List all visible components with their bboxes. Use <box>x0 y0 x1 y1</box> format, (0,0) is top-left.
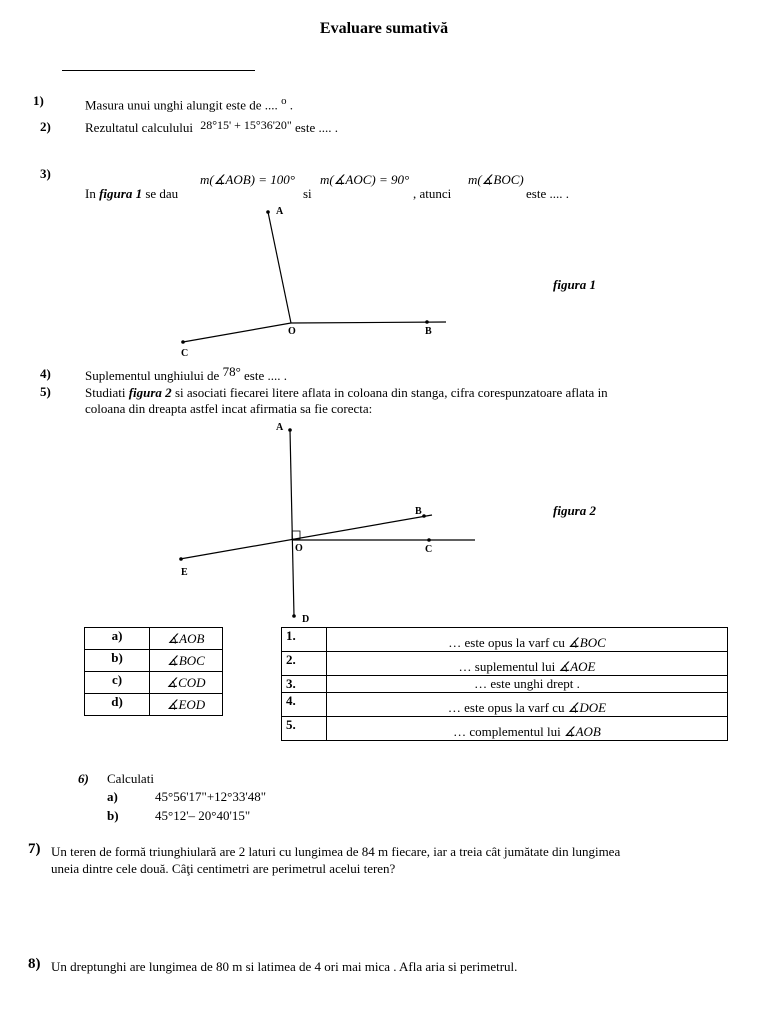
number-cell: 3. <box>282 676 327 693</box>
point-d <box>292 614 296 618</box>
q4-body: Suplementul unghiului de <box>85 368 220 383</box>
q7-line-2: uneia dintre cele două. Câţi centimetri are perimetrul acelui teren? <box>51 861 396 876</box>
figure-2-label: figura 2 <box>553 503 596 518</box>
label-d: D <box>302 614 310 625</box>
statement-angle: ∡DOE <box>567 700 607 715</box>
q3-mid: se dau <box>145 186 179 201</box>
number-cell: 1. <box>282 628 327 652</box>
table-row <box>85 628 223 650</box>
q1-text <box>85 95 293 113</box>
q5-line-2: coloana din dreapta astfel incat afirmatia sa fie corecta: <box>85 401 373 416</box>
point-e <box>179 557 183 561</box>
q5-number: 5) <box>40 384 51 399</box>
q2-body: Rezultatul calculului <box>85 120 193 135</box>
letter-cell: b) <box>85 650 150 672</box>
q5-pre: Studiati <box>85 385 126 400</box>
figure-1-label: figura 1 <box>553 277 596 292</box>
number-cell: 2. <box>282 652 327 676</box>
table-row <box>282 676 728 693</box>
q3-end: este .... . <box>526 186 569 201</box>
angle-cell: ∡AOB <box>150 628 223 650</box>
letters-table <box>84 627 223 716</box>
q5-line-1 <box>85 385 608 401</box>
statement-text: … este opus la varf cu <box>447 700 565 715</box>
point-b <box>425 320 429 324</box>
label-o: O <box>288 326 296 337</box>
label-a: A <box>276 206 284 217</box>
q2-expression: 28°15' + 15°36'20" <box>200 118 292 132</box>
number-cell: 5. <box>282 717 327 741</box>
statement-angle: ∡AOE <box>558 659 596 674</box>
line-ad <box>290 430 294 616</box>
label-o: O <box>295 543 303 554</box>
page-title: Evaluare sumativă <box>319 20 449 37</box>
table-row <box>85 694 223 716</box>
point-b <box>422 514 426 518</box>
q2-end: este .... . <box>295 120 338 135</box>
name-line <box>62 70 255 71</box>
q6a-expression: 45°56'17"+12°33'48" <box>155 789 267 804</box>
figure-2 <box>170 418 480 628</box>
q6a-label: a) <box>107 789 118 804</box>
q7-number: 7) <box>28 841 41 857</box>
statement-text: … suplementul lui <box>458 659 556 674</box>
q7-line-1: Un teren de formă triunghiulară are 2 laturi cu lungimea de 84 m fiecare, iar a treia cât jumătate din lungimea <box>51 844 621 859</box>
statement-cell <box>327 652 728 676</box>
angle-cell: ∡EOD <box>150 694 223 716</box>
statement-angle: ∡AOB <box>563 724 601 739</box>
statement-angle: ∡BOC <box>568 635 606 650</box>
q3-si: si <box>303 186 312 201</box>
ray-ob <box>291 322 446 323</box>
statement-cell <box>327 628 728 652</box>
letter-cell: a) <box>85 628 150 650</box>
number-cell: 4. <box>282 693 327 717</box>
statement-text: … este unghi drept . <box>474 676 580 691</box>
q1-end: . <box>286 97 293 113</box>
q6-text: Calculati <box>107 771 154 786</box>
q4-value: 78° <box>222 364 241 379</box>
label-c: C <box>425 544 433 555</box>
label-c: C <box>181 348 189 359</box>
table-row <box>282 693 728 717</box>
q3-measure-aoc: m(∡AOC) = 90° <box>320 172 410 187</box>
letter-cell: c) <box>85 672 150 694</box>
q6b-label: b) <box>107 808 119 823</box>
q8-text: Un dreptunghi are lungimea de 80 m si latimea de 4 ori mai mica . Afla aria si perimetrul. <box>51 959 518 974</box>
statements-table <box>281 627 728 741</box>
angle-cell: ∡COD <box>150 672 223 694</box>
q1-degree: o <box>281 95 287 107</box>
q3-atunci: , atunci <box>413 186 452 201</box>
q6b-expression: 45°12'– 20°40'15" <box>155 808 251 823</box>
q4-text <box>85 364 287 384</box>
angle-cell: ∡BOC <box>150 650 223 672</box>
point-a <box>266 210 270 214</box>
label-b: B <box>415 506 422 517</box>
q5-figure-ref: figura 2 <box>128 385 172 400</box>
ray-oa <box>268 212 291 323</box>
q4-end: este .... . <box>244 368 287 383</box>
line-eb <box>180 515 432 559</box>
statement-cell <box>327 717 728 741</box>
q6-number: 6) <box>78 771 89 786</box>
statement-text: … este opus la varf cu <box>448 635 565 650</box>
statement-text: … complementul lui <box>453 724 561 739</box>
q3-measure-boc: m(∡BOC) <box>468 172 524 187</box>
statement-cell <box>327 693 728 717</box>
q1-body: Masura unui unghi alungit este de .... <box>85 97 282 113</box>
table-row <box>85 650 223 672</box>
label-a: A <box>276 422 284 433</box>
label-b: B <box>425 326 432 337</box>
q2-number: 2) <box>40 119 51 134</box>
statement-cell <box>327 676 728 693</box>
q5-body: si asociati fiecarei litere aflata in coloana din stanga, cifra corespunzatoare aflata in <box>174 385 608 400</box>
q3-figure-ref: figura 1 <box>99 186 143 201</box>
table-row <box>282 717 728 741</box>
point-a <box>288 428 292 432</box>
q3-measure-aob: m(∡AOB) = 100° <box>200 172 295 187</box>
table-row <box>282 628 728 652</box>
label-e: E <box>181 567 188 578</box>
point-c <box>427 538 431 542</box>
q8-number: 8) <box>28 956 41 972</box>
q1-number: 1) <box>33 93 44 108</box>
q3-number: 3) <box>40 166 51 181</box>
table-row <box>85 672 223 694</box>
figure-1 <box>150 200 470 365</box>
ray-oc <box>183 323 291 342</box>
letter-cell: d) <box>85 694 150 716</box>
table-row <box>282 652 728 676</box>
q3-intro: In <box>85 186 96 201</box>
q2-text <box>85 120 338 136</box>
point-c <box>181 340 185 344</box>
q4-number: 4) <box>40 366 51 381</box>
